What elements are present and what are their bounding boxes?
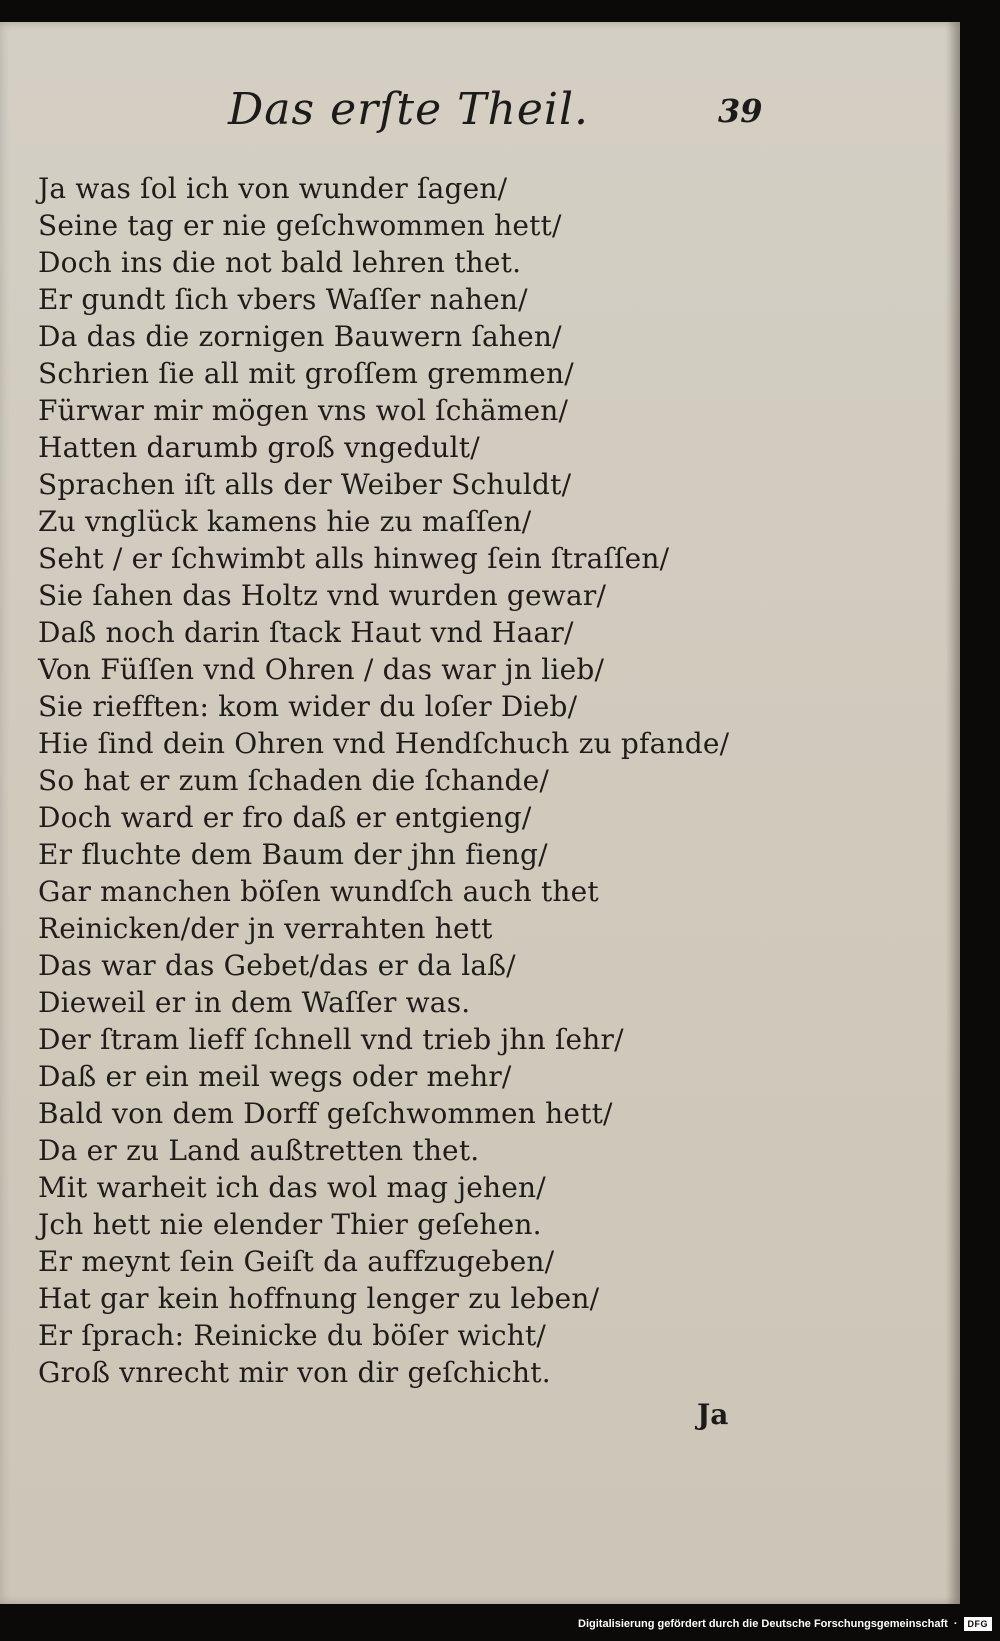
verse-line: Groß vnrecht mir von dir geſchicht.	[38, 1356, 551, 1389]
book-page	[0, 22, 960, 1604]
verse-line: Da das die zornigen Bauwern ſahen/	[38, 320, 562, 353]
verse-line: Seht / er ſchwimbt alls hinweg ſein ſtraſſen/	[38, 542, 670, 575]
verse-line: Von Füſſen vnd Ohren / das war jn lieb/	[38, 653, 605, 686]
verse-line: Daß noch darin ſtack Haut vnd Haar/	[38, 616, 574, 649]
digitization-credit	[578, 1613, 992, 1635]
verse-line: Sie ſahen das Holtz vnd wurden gewar/	[38, 579, 607, 612]
verse-line: Dieweil er in dem Waſſer was.	[38, 986, 471, 1019]
verse-line: Er fluchte dem Baum der jhn fieng/	[38, 838, 548, 871]
verse-line: Hatten darumb groß vngedult/	[38, 431, 480, 464]
catchword: Ja	[697, 1398, 729, 1431]
verse-line: Das war das Gebet/das er da laß/	[38, 949, 516, 982]
verse-line: Zu vnglück kamens hie zu maſſen/	[38, 505, 532, 538]
verse-line: Schrien ſie all mit groſſem gremmen/	[38, 357, 574, 390]
verse-line: Ja was ſol ich von wunder ſagen/	[38, 172, 508, 205]
verse-line: Doch ins die not bald lehren thet.	[38, 246, 522, 279]
verse-line: Der ſtram lieff ſchnell vnd trieb jhn ſehr/	[38, 1023, 624, 1056]
verse-line: Bald von dem Dorff geſchwommen hett/	[38, 1097, 613, 1130]
verse-line: Fürwar mir mögen vns wol ſchämen/	[38, 394, 569, 427]
page-number: 39	[718, 92, 763, 130]
verse-line: Da er zu Land außtretten thet.	[38, 1134, 480, 1167]
credit-text: Digitalisierung gefördert durch die Deutsche Forschungsgemeinschaft	[578, 1618, 948, 1630]
verse-line: Gar manchen böſen wundſch auch thet	[38, 875, 599, 908]
verse-line: So hat er zum ſchaden die ſchande/	[38, 764, 549, 797]
verse-line: Hie ſind dein Ohren vnd Hendſchuch zu pfande/	[38, 727, 730, 760]
verse-line: Reinicken/der jn verrahten hett	[38, 912, 493, 945]
dfg-logo-icon: DFG	[964, 1617, 993, 1631]
verse-line: Er meynt ſein Geiſt da auffzugeben/	[38, 1245, 555, 1278]
running-title: Das erſte Theil.	[228, 84, 589, 135]
verse-line: Jch hett nie elender Thier geſehen.	[38, 1208, 542, 1241]
verse-line: Hat gar kein hoffnung lenger zu leben/	[38, 1282, 600, 1315]
verse-line: Mit warheit ich das wol mag jehen/	[38, 1171, 546, 1204]
verse-line: Daß er ein meil wegs oder mehr/	[38, 1060, 512, 1093]
verse-line: Er ſprach: Reinicke du böſer wicht/	[38, 1319, 547, 1352]
verse-line: Er gundt ſich vbers Waſſer nahen/	[38, 283, 528, 316]
page-header	[228, 84, 768, 148]
verse-text	[38, 170, 918, 1391]
verse-line: Seine tag er nie geſchwommen hett/	[38, 209, 562, 242]
verse-line: Sprachen iſt alls der Weiber Schuldt/	[38, 468, 572, 501]
verse-line: Doch ward er fro daß er entgieng/	[38, 801, 532, 834]
credit-separator: ·	[953, 1618, 958, 1630]
verse-line: Sie riefften: kom wider du loſer Dieb/	[38, 690, 578, 723]
